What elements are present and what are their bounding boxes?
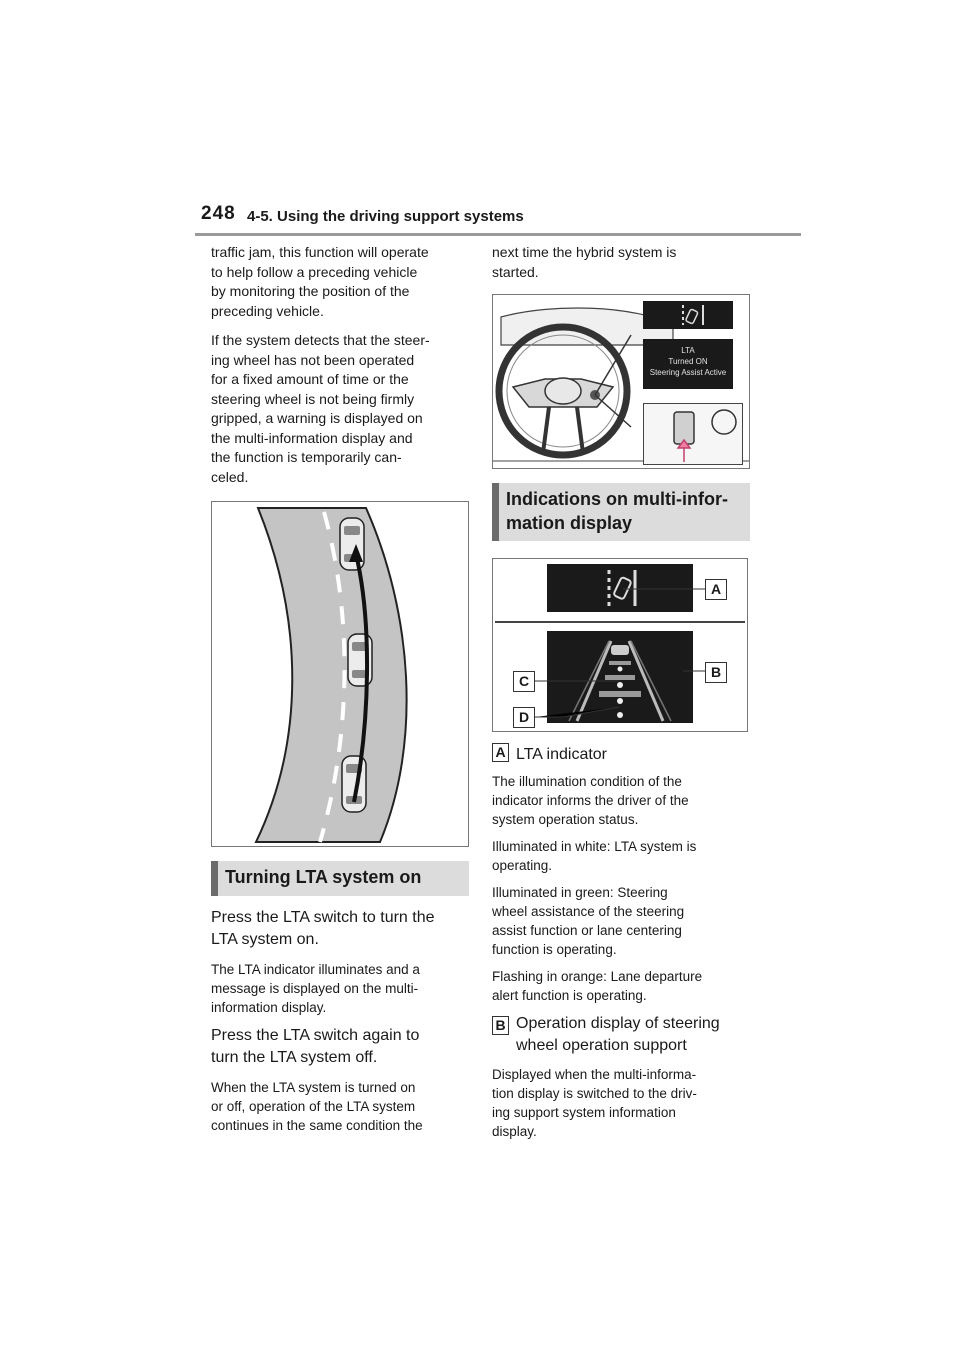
dash-message-panel bbox=[643, 339, 733, 389]
left-column bbox=[211, 243, 469, 1143]
dash-message-line1: LTA bbox=[681, 346, 695, 355]
step-turn-on-note: The LTA indicator illuminates and a message is displayed on the multi- information display. bbox=[211, 962, 420, 1015]
lane-trace-illustration bbox=[211, 501, 469, 847]
car-bottom-icon bbox=[342, 756, 366, 812]
callout-b: B bbox=[705, 662, 727, 683]
header-rule bbox=[195, 233, 801, 236]
step-turn-off: Press the LTA switch again to turn the LTA system off. bbox=[211, 1027, 420, 1066]
heading-turning-on bbox=[211, 861, 469, 896]
item-b-label: B bbox=[492, 1016, 509, 1035]
step-turn-off-note: When the LTA system is turned on or off, operation of the LTA system continues in the same condition the bbox=[211, 1080, 423, 1133]
item-b-title: Operation display of steering wheel operation support bbox=[516, 1015, 720, 1054]
right-column bbox=[492, 243, 754, 1149]
dash-message-line3: Steering Assist Active bbox=[649, 368, 727, 377]
callout-a: A bbox=[705, 579, 727, 600]
item-b-title-row bbox=[492, 1013, 754, 1057]
paragraph-continued: next time the hybrid system is started. bbox=[492, 244, 677, 280]
item-a-paragraph-1: The illumination condition of the indicator informs the driver of the system operation status. bbox=[492, 774, 689, 827]
page-number: 248 bbox=[201, 203, 236, 224]
car-top-icon bbox=[340, 518, 364, 570]
item-a-paragraph-3: Illuminated in green: Steering wheel assistance of the steering assist function or lane centering function is operating. bbox=[492, 885, 685, 957]
callout-d: D bbox=[513, 707, 535, 728]
mid-display-illustration bbox=[492, 558, 748, 732]
item-b-paragraph-1: Displayed when the multi-informa- tion display is switched to the driv- ing support system information display. bbox=[492, 1067, 697, 1139]
section-title: 4-5. Using the driving support systems bbox=[247, 208, 524, 225]
dash-indicator-panel bbox=[643, 301, 733, 329]
item-a-title-row bbox=[492, 743, 754, 766]
item-a-paragraph-2: Illuminated in white: LTA system is operating. bbox=[492, 839, 697, 873]
callout-c: C bbox=[513, 671, 535, 692]
item-a-label: A bbox=[492, 743, 509, 762]
paragraph-traffic-jam: traffic jam, this function will operate to help follow a preceding vehicle by monitoring the position of the preceding vehicle. bbox=[211, 244, 429, 319]
item-a-title: LTA indicator bbox=[516, 746, 608, 763]
item-a-paragraph-4: Flashing in orange: Lane departure alert function is operating. bbox=[492, 969, 703, 1003]
step-turn-on: Press the LTA switch to turn the LTA system on. bbox=[211, 909, 435, 948]
cockpit-illustration bbox=[492, 294, 750, 469]
paragraph-warning: If the system detects that the steer- ing wheel has not been operated for a fixed amount of time or the steering wheel is not being firmly gripped, a warning is displayed on the multi-information display and the function is temporarily can- celed. bbox=[211, 332, 430, 485]
heading-indications-text: Indications on multi-infor- mation display bbox=[506, 489, 728, 533]
horn-pad-icon bbox=[545, 378, 581, 404]
heading-turning-on-text: Turning LTA system on bbox=[225, 867, 422, 887]
lta-indicator-icon bbox=[643, 301, 733, 329]
curved-road-figure bbox=[212, 502, 468, 846]
dash-message-line2: Turned ON bbox=[668, 357, 708, 366]
switch-closeup-panel bbox=[643, 403, 743, 465]
heading-indications bbox=[492, 483, 750, 541]
